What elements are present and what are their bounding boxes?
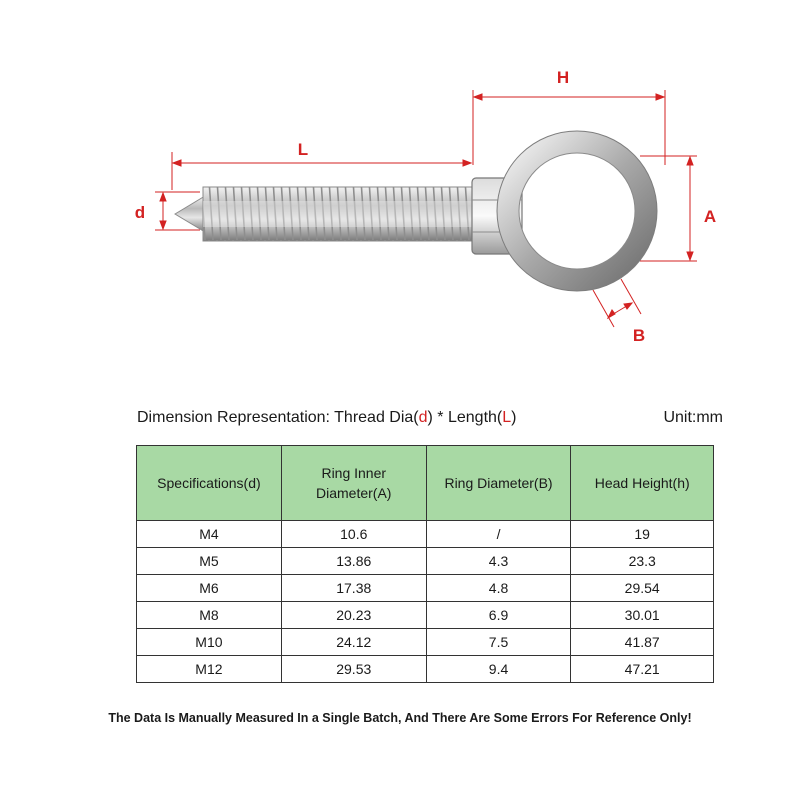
cell-ring-diameter: 4.3 (426, 548, 571, 575)
header-head-height: Head Height(h) (571, 446, 714, 521)
spec-table (136, 445, 714, 683)
cell-spec: M5 (137, 548, 282, 575)
cell-inner-diameter: 29.53 (281, 656, 426, 683)
table-row (137, 575, 714, 602)
eye-screw-diagram (0, 0, 800, 380)
cell-spec: M12 (137, 656, 282, 683)
length-symbol: L (502, 409, 512, 426)
table-row (137, 629, 714, 656)
cell-ring-diameter: 9.4 (426, 656, 571, 683)
cell-inner-diameter: 20.23 (281, 602, 426, 629)
label-d: d (134, 203, 146, 222)
dimension-representation (137, 409, 727, 431)
unit-label: Unit:mm (663, 409, 723, 426)
cell-head-height: 19 (571, 521, 714, 548)
cell-inner-diameter: 10.6 (281, 521, 426, 548)
cell-ring-diameter: 4.8 (426, 575, 571, 602)
cell-head-height: 47.21 (571, 656, 714, 683)
cell-inner-diameter: 13.86 (281, 548, 426, 575)
label-a: A (703, 207, 717, 226)
table-row (137, 521, 714, 548)
cell-spec: M10 (137, 629, 282, 656)
cell-spec: M6 (137, 575, 282, 602)
header-spec: Specifications(d) (137, 446, 282, 521)
dimension-formula: Dimension Representation: Thread Dia(d) * Length(L) (137, 409, 517, 426)
table-row (137, 602, 714, 629)
footnote: The Data Is Manually Measured In a Single Batch, And There Are Some Errors For Reference Only! (108, 711, 692, 725)
cell-ring-diameter: / (426, 521, 571, 548)
cell-spec: M4 (137, 521, 282, 548)
thread-dia-symbol: d (418, 409, 428, 426)
eye-ring (508, 142, 646, 280)
label-h: H (556, 68, 570, 87)
table-header-row (137, 446, 714, 521)
table-row (137, 548, 714, 575)
label-b: B (632, 326, 646, 345)
cell-inner-diameter: 24.12 (281, 629, 426, 656)
cell-spec: M8 (137, 602, 282, 629)
cell-head-height: 41.87 (571, 629, 714, 656)
label-l: L (297, 140, 309, 159)
screw-shaft (175, 187, 473, 241)
header-inner-diameter: Ring Inner Diameter(A) (281, 446, 426, 521)
table-row (137, 656, 714, 683)
cell-inner-diameter: 17.38 (281, 575, 426, 602)
cell-head-height: 30.01 (571, 602, 714, 629)
cell-head-height: 23.3 (571, 548, 714, 575)
cell-ring-diameter: 7.5 (426, 629, 571, 656)
cell-ring-diameter: 6.9 (426, 602, 571, 629)
cell-head-height: 29.54 (571, 575, 714, 602)
header-ring-diameter: Ring Diameter(B) (426, 446, 571, 521)
